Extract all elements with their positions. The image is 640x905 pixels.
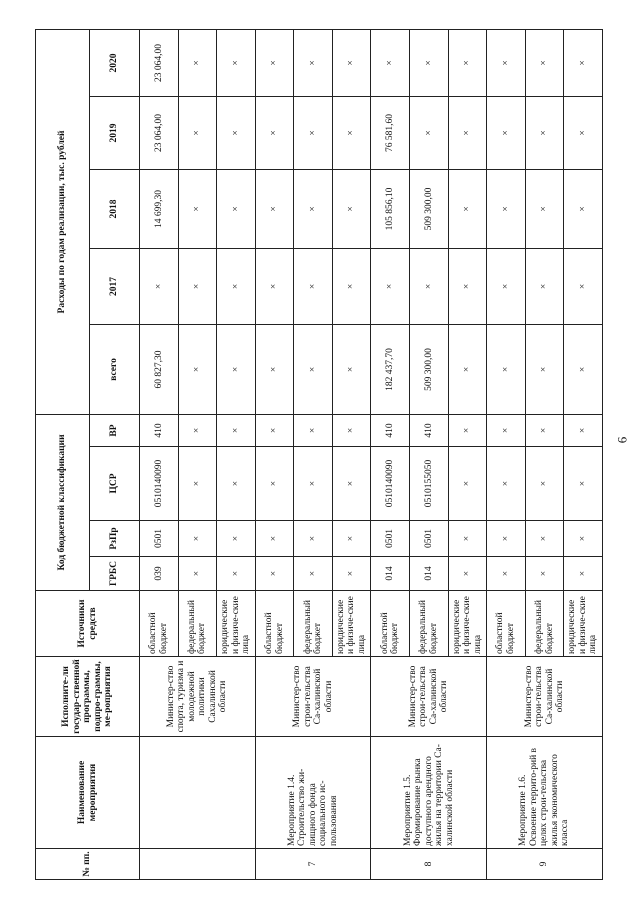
event-name: Мероприятие 1.4. Строительство жи-лищного фонда социального ис-пользования — [255, 737, 371, 849]
cell-vr: × — [294, 414, 333, 446]
executor: Министер-ство строи-тельства Са-халинской области — [371, 657, 487, 737]
header-2017: 2017 — [90, 248, 140, 324]
cell-y2020: × — [217, 29, 256, 96]
cell-grbs: × — [255, 557, 294, 591]
funding-source: юридические и физиче-ские лица — [564, 591, 603, 657]
cell-grbs: 014 — [371, 557, 410, 591]
cell-y2019: × — [448, 96, 487, 169]
event-name: Мероприятие 1.5. Формирование рынка доступного арендного жилья на территории Са-халинской области — [371, 737, 487, 849]
funding-source: областной бюджет — [487, 591, 526, 657]
header-2020: 2020 — [90, 29, 140, 96]
cell-total: 182 437,70 — [371, 324, 410, 414]
cell-y2020: × — [294, 29, 333, 96]
cell-vr: × — [178, 414, 217, 446]
cell-y2017: × — [332, 248, 371, 324]
cell-grbs: × — [525, 557, 564, 591]
cell-vr: × — [525, 414, 564, 446]
funding-source: юридические и физиче-ские лица — [448, 591, 487, 657]
cell-csr: × — [448, 447, 487, 521]
header-vr: ВР — [90, 414, 140, 446]
funding-source: федеральный бюджет — [294, 591, 333, 657]
cell-total: 509 300,00 — [410, 324, 449, 414]
funding-source: областной бюджет — [255, 591, 294, 657]
cell-rzpr: 0501 — [410, 521, 449, 557]
header-source: Источники средств — [36, 591, 140, 657]
executor: Министер-ство строи-тельства Са-халинской области — [255, 657, 371, 737]
cell-y2017: × — [294, 248, 333, 324]
cell-vr: × — [448, 414, 487, 446]
cell-rzpr: 0501 — [371, 521, 410, 557]
cell-y2020: × — [448, 29, 487, 96]
cell-y2019: × — [255, 96, 294, 169]
row-number: 8 — [371, 849, 487, 880]
cell-total: 60 827,30 — [140, 324, 179, 414]
cell-y2018: × — [178, 169, 217, 248]
cell-y2017: × — [217, 248, 256, 324]
cell-csr: × — [255, 447, 294, 521]
header-csr: ЦСР — [90, 447, 140, 521]
funding-source: федеральный бюджет — [410, 591, 449, 657]
cell-csr: × — [487, 447, 526, 521]
table-row — [140, 29, 179, 879]
header-2018: 2018 — [90, 169, 140, 248]
cell-y2017: × — [487, 248, 526, 324]
header-total: всего — [90, 324, 140, 414]
cell-csr: × — [294, 447, 333, 521]
rotated-table-container — [35, 30, 603, 880]
cell-rzpr: × — [217, 521, 256, 557]
cell-csr: 0510155050 — [410, 447, 449, 521]
cell-y2019: × — [410, 96, 449, 169]
header-expenses: Расходы по годам реализации, тыс. рублей — [36, 29, 90, 414]
cell-csr: × — [217, 447, 256, 521]
cell-y2019: × — [217, 96, 256, 169]
header-2019: 2019 — [90, 96, 140, 169]
cell-y2020: × — [410, 29, 449, 96]
cell-rzpr: × — [525, 521, 564, 557]
header-grbs: ГРБС — [90, 557, 140, 591]
cell-y2018: × — [255, 169, 294, 248]
cell-y2019: 76 581,60 — [371, 96, 410, 169]
cell-y2017: × — [178, 248, 217, 324]
cell-vr: 410 — [371, 414, 410, 446]
cell-csr: 0510140090 — [140, 447, 179, 521]
cell-y2020: 23 064,00 — [140, 29, 179, 96]
row-number — [140, 849, 256, 880]
cell-vr: × — [217, 414, 256, 446]
cell-y2017: × — [140, 248, 179, 324]
cell-csr: × — [564, 447, 603, 521]
cell-y2018: × — [332, 169, 371, 248]
funding-source: федеральный бюджет — [525, 591, 564, 657]
event-name: Мероприятие 1.6. Освоение террито-рий в целях строи-тельства жилья экономического класса — [487, 737, 603, 849]
cell-y2018: × — [217, 169, 256, 248]
cell-y2018: 14 699,30 — [140, 169, 179, 248]
funding-source: федеральный бюджет — [178, 591, 217, 657]
executor: Министер-ство спорта, туризма и молодежной политики Сахалинской области — [140, 657, 256, 737]
cell-total: × — [178, 324, 217, 414]
funding-source: областной бюджет — [371, 591, 410, 657]
executor: Министер-ство строи-тельства Са-халинской области — [487, 657, 603, 737]
cell-rzpr: × — [564, 521, 603, 557]
funding-source: юридические и физиче-ские лица — [217, 591, 256, 657]
cell-total: × — [294, 324, 333, 414]
table-body — [140, 29, 603, 879]
cell-rzpr: × — [178, 521, 217, 557]
cell-rzpr: × — [487, 521, 526, 557]
budget-table — [35, 29, 603, 880]
cell-csr: × — [178, 447, 217, 521]
funding-source: областной бюджет — [140, 591, 179, 657]
cell-y2017: × — [564, 248, 603, 324]
funding-source: юридические и физиче-ские лица — [332, 591, 371, 657]
cell-total: × — [564, 324, 603, 414]
cell-y2019: × — [564, 96, 603, 169]
cell-y2019: × — [332, 96, 371, 169]
cell-vr: × — [255, 414, 294, 446]
cell-y2020: × — [525, 29, 564, 96]
header-name: Наименование мероприятия — [36, 737, 140, 849]
cell-vr: 410 — [140, 414, 179, 446]
table-row — [371, 29, 410, 879]
cell-y2020: × — [332, 29, 371, 96]
cell-vr: × — [332, 414, 371, 446]
cell-y2018: × — [525, 169, 564, 248]
cell-y2020: × — [371, 29, 410, 96]
header-rzpr: РзПр — [90, 521, 140, 557]
cell-vr: × — [564, 414, 603, 446]
cell-y2020: × — [178, 29, 217, 96]
cell-y2019: × — [294, 96, 333, 169]
cell-total: × — [487, 324, 526, 414]
header-budget-code: Код бюджетной классификации — [36, 414, 90, 590]
cell-rzpr: × — [294, 521, 333, 557]
cell-grbs: × — [178, 557, 217, 591]
cell-y2020: × — [564, 29, 603, 96]
header-num: № пп. — [36, 849, 140, 880]
cell-grbs: × — [564, 557, 603, 591]
cell-y2017: × — [255, 248, 294, 324]
cell-y2020: × — [255, 29, 294, 96]
cell-csr: 0510140090 — [371, 447, 410, 521]
cell-total: × — [217, 324, 256, 414]
cell-total: × — [448, 324, 487, 414]
cell-y2017: × — [371, 248, 410, 324]
cell-grbs: × — [294, 557, 333, 591]
cell-vr: 410 — [410, 414, 449, 446]
cell-grbs: × — [487, 557, 526, 591]
cell-rzpr: × — [255, 521, 294, 557]
cell-grbs: 039 — [140, 557, 179, 591]
cell-grbs: × — [217, 557, 256, 591]
row-number: 7 — [255, 849, 371, 880]
cell-y2019: 23 064,00 — [140, 96, 179, 169]
event-name — [140, 737, 256, 849]
cell-y2018: × — [448, 169, 487, 248]
cell-y2018: × — [294, 169, 333, 248]
cell-total: × — [525, 324, 564, 414]
cell-csr: × — [332, 447, 371, 521]
cell-y2020: × — [487, 29, 526, 96]
cell-y2017: × — [448, 248, 487, 324]
cell-grbs: × — [332, 557, 371, 591]
cell-grbs: × — [448, 557, 487, 591]
cell-y2018: 105 856,10 — [371, 169, 410, 248]
cell-rzpr: × — [332, 521, 371, 557]
header-executor: Исполните-ли государ-ственной программы, подпро-граммы, ме-роприятия — [36, 657, 140, 737]
cell-rzpr: × — [448, 521, 487, 557]
cell-grbs: 014 — [410, 557, 449, 591]
cell-y2019: × — [178, 96, 217, 169]
cell-y2018: 509 300,00 — [410, 169, 449, 248]
cell-csr: × — [525, 447, 564, 521]
row-number: 9 — [487, 849, 603, 880]
page-number: 6 — [614, 436, 630, 444]
cell-y2019: × — [525, 96, 564, 169]
table-row — [255, 29, 294, 879]
cell-total: × — [332, 324, 371, 414]
cell-y2018: × — [487, 169, 526, 248]
cell-y2017: × — [410, 248, 449, 324]
table-row — [487, 29, 526, 879]
cell-rzpr: 0501 — [140, 521, 179, 557]
cell-total: × — [255, 324, 294, 414]
cell-y2019: × — [487, 96, 526, 169]
cell-y2018: × — [564, 169, 603, 248]
cell-y2017: × — [525, 248, 564, 324]
cell-vr: × — [487, 414, 526, 446]
